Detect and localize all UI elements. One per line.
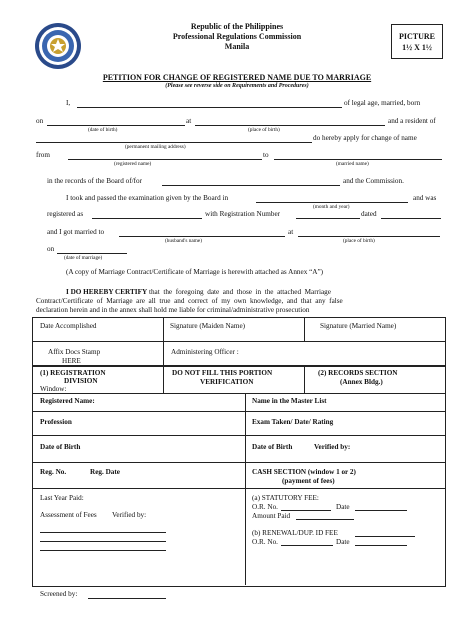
label-legal-age: of legal age, married, born [344,99,421,107]
divider [304,317,305,342]
hint-married-name: (married name) [336,161,369,167]
label-dated: dated [361,210,377,218]
window-label: Window: [40,385,67,393]
reg-no-label: Reg. No. [40,468,67,476]
divider [245,393,246,585]
label-reg-number: with Registration Number [205,210,281,218]
label-at: at [186,117,192,125]
exam-taken-label: Exam Taken/ Date/ Rating [252,418,334,426]
administering-officer-label: Administering Officer : [171,348,239,356]
label-on: on [36,117,44,125]
divider [32,393,445,394]
reg-date-label: Reg. Date [90,468,120,476]
date-2-label: Date [336,538,350,546]
verified-by-label: Verified by: [314,443,351,451]
divider [32,411,445,412]
or-no-2-field[interactable] [281,545,333,546]
certify-rest: that the foregoing date and those in the attached Marriage [148,288,331,296]
profession-label: Profession [40,418,72,426]
hint-place-of-birth-2: (place of birth) [343,238,375,244]
registered-name-field[interactable] [68,159,262,160]
fee-line-2[interactable] [40,541,166,542]
or-no-field[interactable] [281,510,331,511]
picture-box [391,24,443,59]
fee-line-1[interactable] [40,532,166,533]
date-accomplished-label: Date Accomplished [40,322,97,330]
verification-label: VERIFICATION [200,378,254,386]
amount-paid-label: Amount Paid [252,512,291,520]
date-label: Date [336,503,350,511]
registration-number-field[interactable] [296,218,360,219]
or-no-label: O.R. No. [252,503,278,511]
label-married-to: and I got married to [47,228,105,236]
header-country: Republic of the Philippines [190,22,284,31]
marriage-date-field[interactable] [57,253,127,254]
certify-bold: I DO HEREBY CERTIFY [66,288,148,296]
header-city: Manila [224,42,250,51]
assessment-fees-label: Assessment of Fees [40,511,97,519]
label-on-2: on [47,245,55,253]
form-title: PETITION FOR CHANGE OF REGISTERED NAME DUE TO MARRIAGE [102,73,372,82]
screened-by-label: Screened by: [40,590,78,598]
picture-label: PICTURE [398,32,435,41]
header-agency: Professional Regulations Commission [172,32,302,41]
amount-paid-field[interactable] [296,519,354,520]
form-subtitle: (Please see reverse side on Requirements and Procedures) [165,83,309,89]
certify-line-3: declaration herein and in the annex shall hold me liable for criminal/administrative prosecution [36,306,310,314]
renewal-fee-label: (b) RENEWAL/DUP. ID FEE [252,529,338,537]
label-resident: and a resident of [388,117,436,125]
records-section-label: (2) RECORDS SECTION [318,369,398,377]
label-i: I, [66,99,71,107]
marriage-place-field[interactable] [298,236,440,237]
married-name-field[interactable] [274,159,442,160]
label-apply: do hereby apply for change of name [313,134,417,142]
registration-division-label: (1) REGISTRATION [40,369,106,377]
cash-section-label: CASH SECTION (window 1 or 2) [252,468,356,476]
divider [32,462,445,463]
hint-date-marriage: (date of marriage) [64,255,103,261]
place-of-birth-field[interactable] [195,125,385,126]
divider [32,435,445,436]
divider [32,488,445,489]
dob-right-label: Date of Birth [252,443,293,451]
or-no-2-label: O.R. No. [252,538,278,546]
divider [163,365,164,393]
name-master-list-label: Name in the Master List [252,397,327,405]
husband-name-field[interactable] [119,236,285,237]
registered-name-label: Registered Name: [40,397,95,405]
screened-by-field[interactable] [88,598,166,599]
hint-date-of-birth: (date of birth) [88,127,118,133]
affix-stamp-label: Affix Docs Stamp [48,348,101,356]
verified-by-2-label: Verified by: [112,511,147,519]
annex-bldg-label: (Annex Bldg.) [340,378,383,386]
label-from: from [36,151,50,159]
hint-place-of-birth: (place of birth) [248,127,280,133]
statutory-fee-label: (a) STATUTORY FEE: [252,494,319,502]
label-at-2: at [288,228,294,236]
date-of-birth-field[interactable] [47,125,185,126]
label-exam: I took and passed the examination given by the Board in [66,194,229,202]
hint-husband-name: (husband's name) [165,238,202,244]
label-commission: and the Commission. [343,177,404,185]
last-year-paid-label: Last Year Paid: [40,494,84,502]
certify-line-2: Contract/Certificate of Marriage are all true and correct of my own knowledge, and that any false [36,297,343,305]
hint-month-year: (month and year) [313,204,350,210]
picture-size: 1½ X 1½ [402,43,432,52]
certify-line-1 [66,288,442,296]
hint-mailing-address: (permanent mailing address) [125,144,186,150]
registration-date-field[interactable] [381,218,441,219]
registered-as-field[interactable] [92,218,202,219]
divider [304,365,305,393]
label-registered-as: registered as [47,210,84,218]
signature-married-label: Signature (Married Name) [320,322,397,330]
fee-line-3[interactable] [40,550,166,551]
label-to: to [263,151,269,159]
board-field[interactable] [162,185,340,186]
divider [163,317,164,367]
do-not-fill-label: DO NOT FILL THIS PORTION [172,369,273,377]
renewal-fee-field[interactable] [355,536,415,537]
signature-maiden-label: Signature (Maiden Name) [170,322,246,330]
or-date-field[interactable] [355,510,407,511]
annex-note: (A copy of Marriage Contract/Certificate of Marriage is herewith attached as Annex “A”) [66,268,324,276]
divider [32,341,445,342]
label-and-was: and was [413,194,437,202]
full-name-field[interactable] [77,107,342,108]
division-label: DIVISION [64,377,98,385]
or-date-2-field[interactable] [355,545,407,546]
exam-date-field[interactable] [256,202,408,203]
label-board: in the records of the Board of/for [47,177,143,185]
dob-left-label: Date of Birth [40,443,81,451]
mailing-address-field[interactable] [36,142,312,143]
hint-registered-name: (registered name) [114,161,152,167]
payment-fees-label: (payment of fees) [282,477,335,485]
here-label: HERE [62,357,81,365]
